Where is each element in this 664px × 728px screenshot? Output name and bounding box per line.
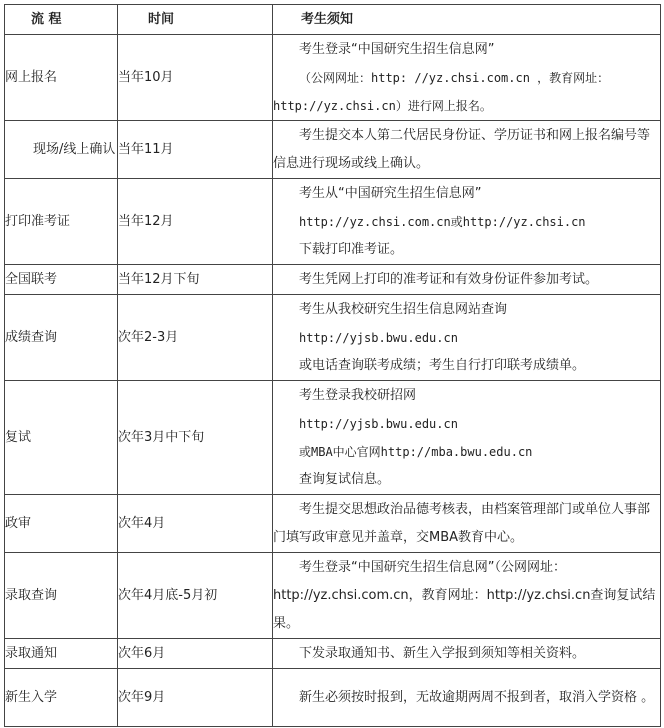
info-line: 考生登录“中国研究生招生信息网”（公网网址：http://yz.chsi.com.cn，教育网址：http://yz.chsi.cn查询复试结果。 [273,559,656,631]
table-row [5,553,661,639]
time-cell: 次年9月 [118,669,273,727]
time-cell: 当年12月下旬 [118,265,273,295]
info-cell [273,669,661,727]
info-line: http://yjsb.bwu.edu.cn [299,330,458,345]
info-cell [273,381,661,495]
step-cell: 录取通知 [5,639,118,669]
time-cell: 次年3月中下旬 [118,381,273,495]
step-cell: 打印准考证 [5,179,118,265]
info-cell [273,295,661,381]
step-cell: 复试 [5,381,118,495]
info-line: http://yjsb.bwu.edu.cn [299,416,458,431]
table-row [5,265,661,295]
time-cell: 当年12月 [118,179,273,265]
info-line: 或电话查询联考成绩；考生自行打印联考成绩单。 [299,357,586,373]
time-cell: 当年11月 [118,121,273,179]
info-line: 新生必须按时报到，无故逾期两周不报到者，取消入学资格 。 [299,689,655,705]
time-cell: 次年6月 [118,639,273,669]
info-line: （公网网址：http: //yz.chsi.com.cn ，教育网址：http://yz.chsi.cn）进行网上报名。 [273,70,610,113]
time-cell: 当年10月 [118,35,273,121]
table-row [5,381,661,495]
header-step: 流 程 [5,5,118,35]
time-cell: 次年4月底-5月初 [118,553,273,639]
header-info: 考生须知 [273,5,661,35]
admission-process-table [4,4,661,727]
step-cell: 政审 [5,495,118,553]
info-line: 下载打印准考证。 [299,241,404,257]
table-header-row [5,5,661,35]
table-row [5,121,661,179]
info-cell [273,35,661,121]
info-cell [273,179,661,265]
info-cell [273,553,661,639]
info-line: 考生从“中国研究生招生信息网” [299,185,482,201]
step-cell: 全国联考 [5,265,118,295]
step-cell: 录取查询 [5,553,118,639]
step-cell: 成绩查询 [5,295,118,381]
info-line: 考生提交思想政治品德考核表，由档案管理部门或单位人事部门填写政审意见并盖章，交MBA教育中心。 [273,501,651,545]
info-cell [273,265,661,295]
info-line: 下发录取通知书、新生入学报到须知等相关资料。 [299,645,586,661]
header-time: 时间 [118,5,273,35]
table-row [5,495,661,553]
time-cell: 次年2-3月 [118,295,273,381]
info-cell [273,121,661,179]
step-cell: 网上报名 [5,35,118,121]
info-line: 考生凭网上打印的准考证和有效身份证件参加考试。 [299,271,599,287]
info-line: 或MBA中心官网http://mba.bwu.edu.cn [299,444,533,459]
table-row [5,295,661,381]
info-line: http://yz.chsi.com.cn或http://yz.chsi.cn [299,214,586,229]
time-cell: 次年4月 [118,495,273,553]
table-row [5,669,661,727]
info-line: 考生从我校研究生招生信息网站查询 [299,301,508,317]
step-cell: 现场/线上确认 [5,121,118,179]
info-line: 考生提交本人第二代居民身份证、学历证书和网上报名编号等信息进行现场或线上确认。 [273,127,651,171]
info-line: 考生登录“中国研究生招生信息网” [299,41,495,57]
info-line: 查询复试信息。 [299,471,391,487]
info-cell [273,495,661,553]
step-cell: 新生入学 [5,669,118,727]
info-cell [273,639,661,669]
table-row [5,35,661,121]
table-row [5,639,661,669]
info-line: 考生登录我校研招网 [299,387,417,403]
table-row [5,179,661,265]
